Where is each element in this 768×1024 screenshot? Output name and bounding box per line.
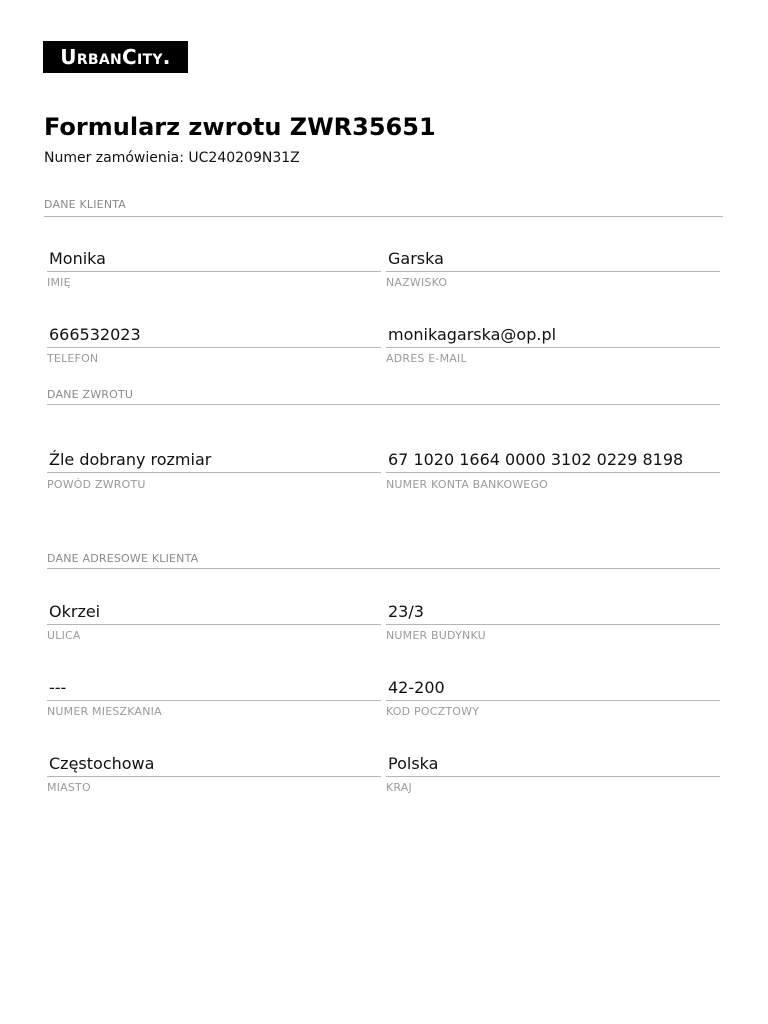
building-number-underline xyxy=(386,624,720,625)
bank-account-value: 67 1020 1664 0000 3102 0229 8198 xyxy=(388,450,684,469)
page-title: Formularz zwrotu ZWR35651 xyxy=(44,113,436,141)
last-name-underline xyxy=(386,271,720,272)
urbancity-logo: UrbanCity. xyxy=(43,41,188,73)
order-number: Numer zamówienia: UC240209N31Z xyxy=(44,150,300,166)
apartment-number-value: --- xyxy=(49,678,67,697)
email-value: monikagarska@op.pl xyxy=(388,325,557,344)
return-reason-value: Źle dobrany rozmiar xyxy=(49,450,212,469)
return-reason-underline xyxy=(47,472,381,473)
return-reason-label: POWÓD ZWROTU xyxy=(47,478,146,491)
email-underline xyxy=(386,347,720,348)
country-label: KRAJ xyxy=(386,781,412,794)
phone-underline xyxy=(47,347,381,348)
postal-code-underline xyxy=(386,700,720,701)
street-underline xyxy=(47,624,381,625)
building-number-label: NUMER BUDYNKU xyxy=(386,629,486,642)
section-return-heading: DANE ZWROTU xyxy=(47,388,134,401)
first-name-value: Monika xyxy=(49,249,106,268)
country-value: Polska xyxy=(388,754,439,773)
section-address-divider xyxy=(47,568,720,569)
email-label: ADRES E-MAIL xyxy=(386,352,467,365)
apartment-number-underline xyxy=(47,700,381,701)
street-value: Okrzei xyxy=(49,602,101,621)
country-underline xyxy=(386,776,720,777)
bank-account-underline xyxy=(386,472,720,473)
postal-code-value: 42-200 xyxy=(388,678,445,697)
last-name-label: NAZWISKO xyxy=(386,276,448,289)
last-name-value: Garska xyxy=(388,249,444,268)
street-label: ULICA xyxy=(47,629,81,642)
apartment-number-label: NUMER MIESZKANIA xyxy=(47,705,162,718)
city-value: Częstochowa xyxy=(49,754,155,773)
building-number-value: 23/3 xyxy=(388,602,424,621)
section-return-divider xyxy=(47,404,720,405)
section-address-heading: DANE ADRESOWE KLIENTA xyxy=(47,552,199,565)
phone-label: TELEFON xyxy=(47,352,99,365)
bank-account-label: NUMER KONTA BANKOWEGO xyxy=(386,478,549,491)
postal-code-label: KOD POCZTOWY xyxy=(386,705,480,718)
city-label: MIASTO xyxy=(47,781,91,794)
city-underline xyxy=(47,776,381,777)
section-customer-divider xyxy=(44,216,723,217)
first-name-underline xyxy=(47,271,381,272)
phone-value: 666532023 xyxy=(49,325,141,344)
section-customer-heading: DANE KLIENTA xyxy=(44,198,127,211)
first-name-label: IMIĘ xyxy=(47,276,71,289)
